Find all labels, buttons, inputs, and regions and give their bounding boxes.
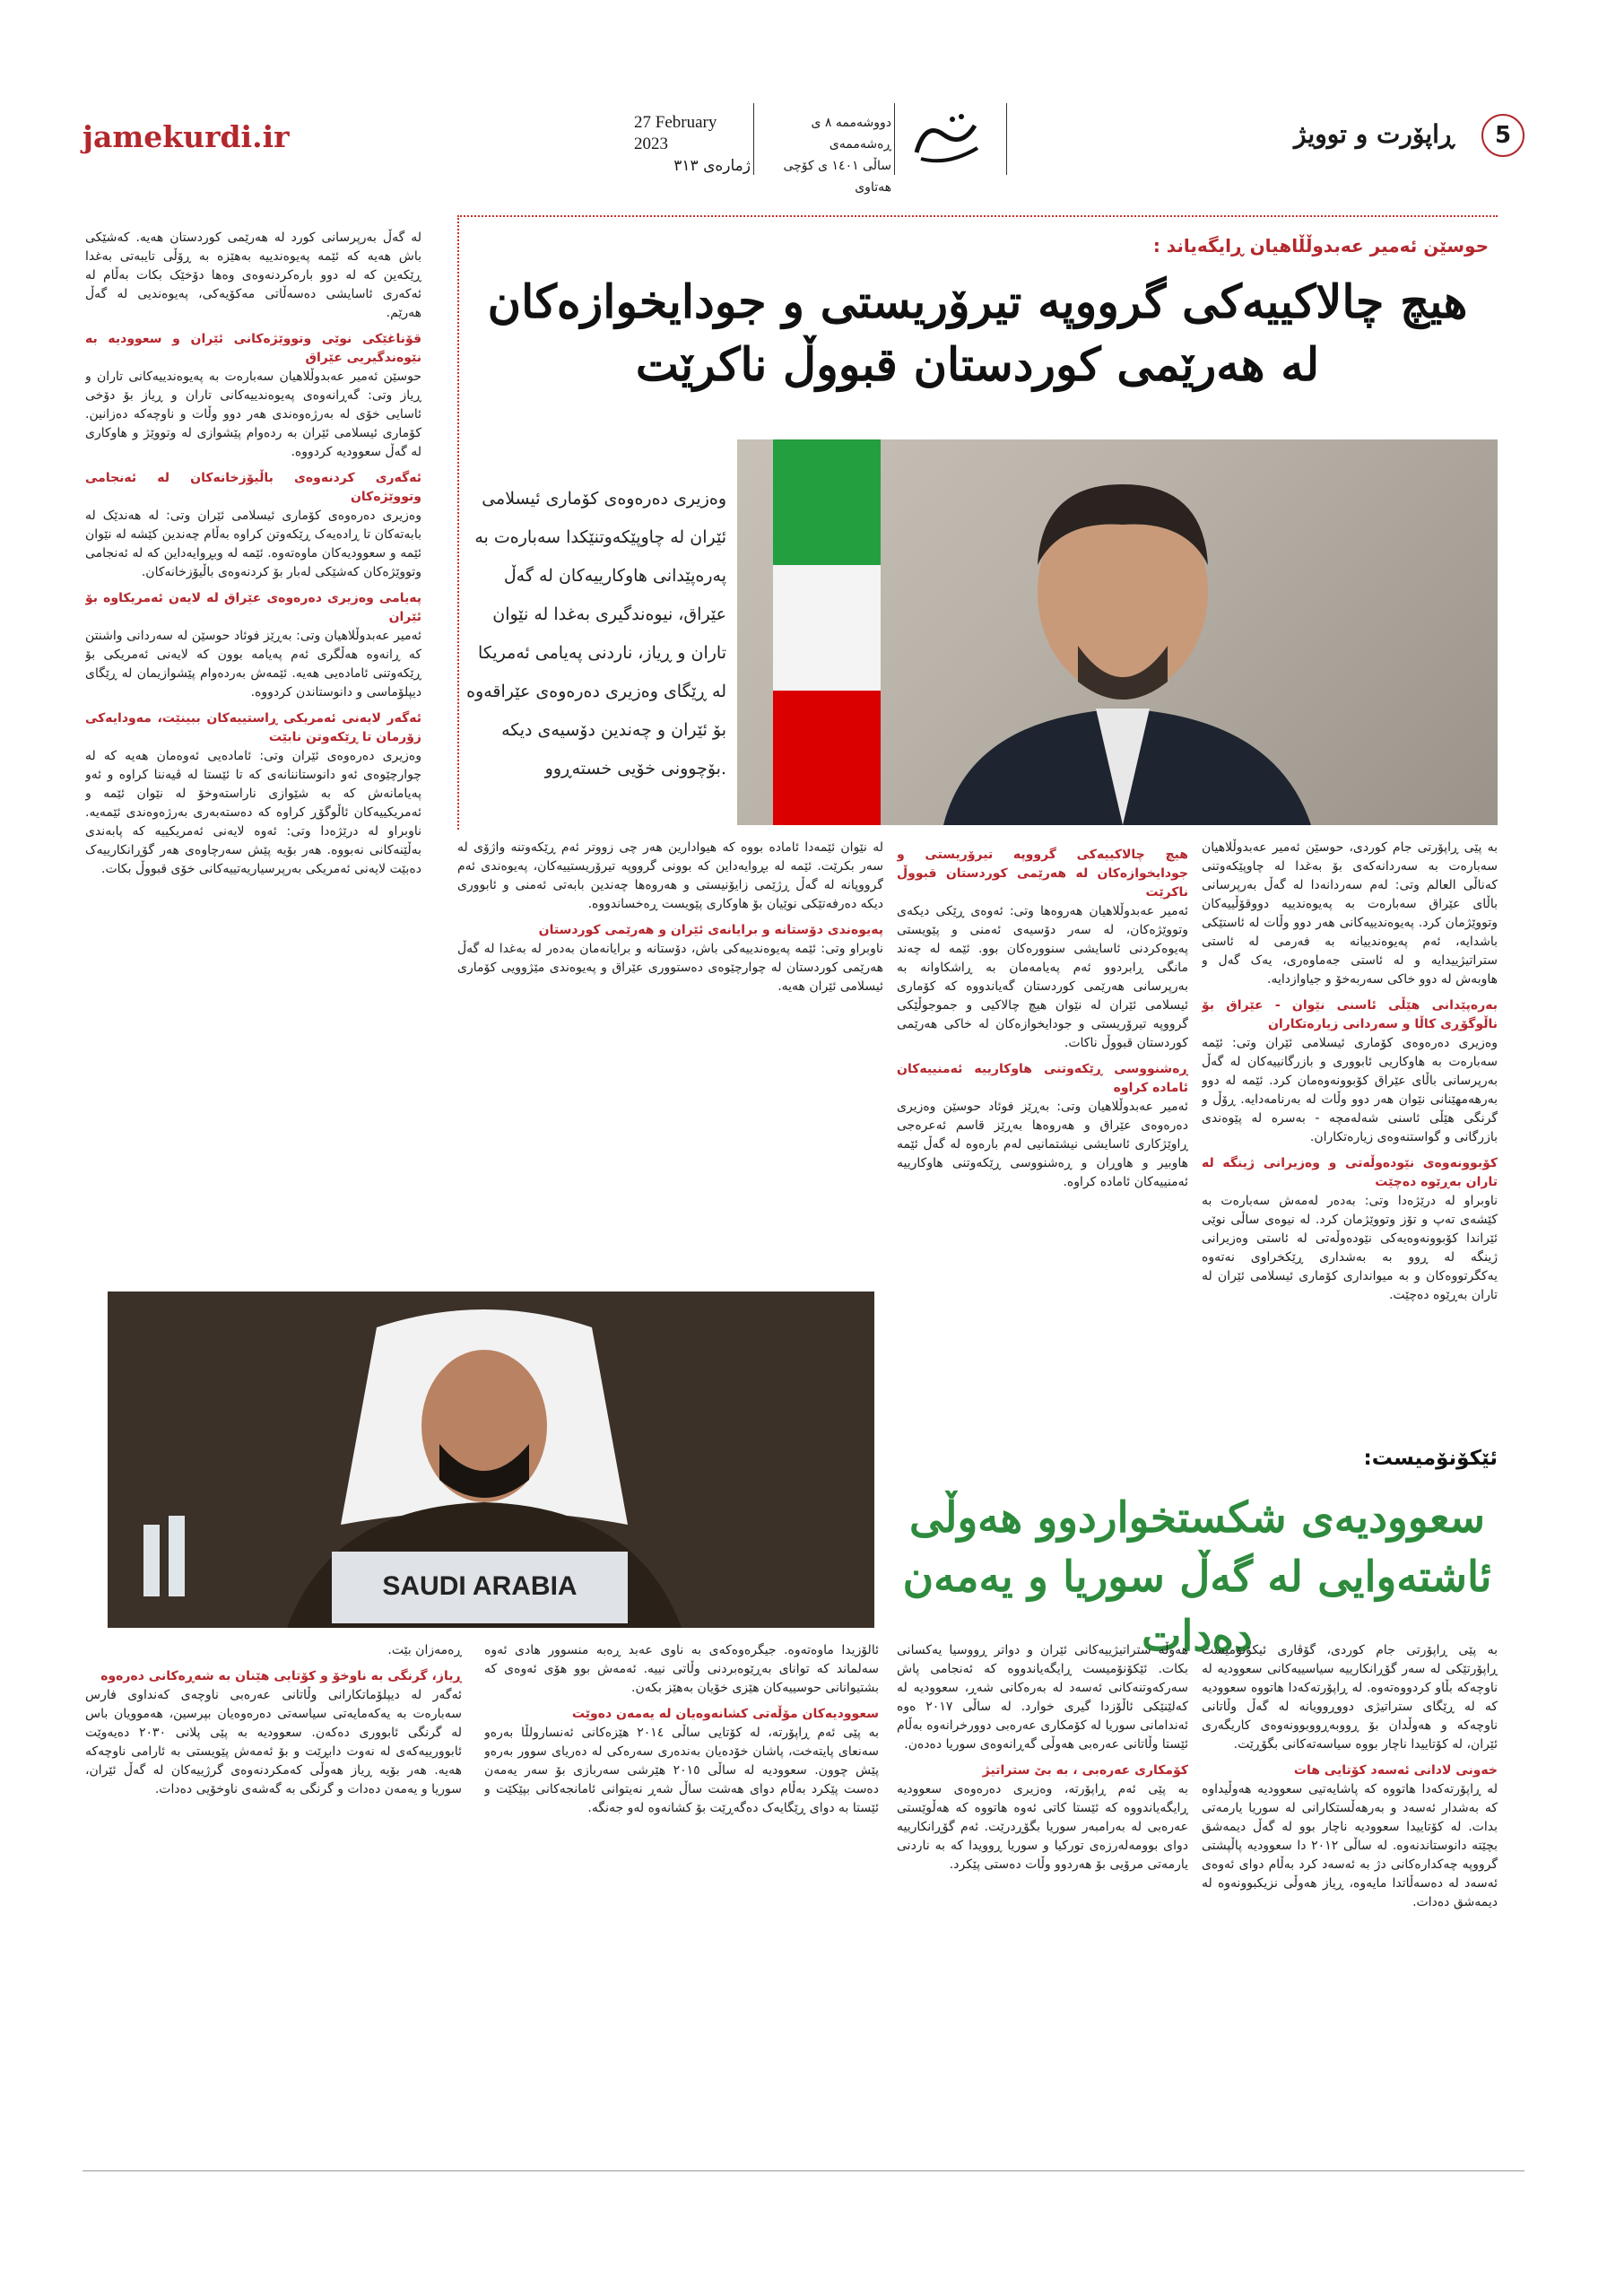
article-1-photo [737, 439, 1498, 825]
logo-icon [899, 103, 997, 175]
body-paragraph: لە ڕاپۆرتەکەدا هاتووە کە پاشایەتیی سعوودیە هەوڵیداوە کە بەشدار ئەسەد و بەرهەڵستکارانی لە سوریا یارمەتی بدات. لە کۆتاییدا سعوودیە ناچار بوو لە گەڵ دیمەشق بچێتە دانوستاندنەوە. لە ساڵی ٢٠١٢ دا سعوودیە پاڵپشتی گرووپە چەکدارەکانی دژ بە ئەسەد کرد بەڵام دوای ئەوەی ئەسەد لە دەسەڵاتدا مایەوە، ڕیاز هەوڵی نزیکبوونەوە لە دیمەشق دەدات. [1202, 1782, 1498, 1909]
body-paragraph: بە پێی ڕاپۆرتی جام کوردی، گۆڤاری ئیکۆنۆمیست ڕاپۆرتێکی لە سەر گۆڕانکارییە سیاسییەکانی سعوودیە لە ناوچەکە بڵاو کردووەتەوە. لە ڕاپۆرتەکەدا هاتووە سعوودیە کە لە ڕێگای ستراتیژی دووڕوویانە لە گەڵ وڵاتانی ناوچەکە و هەوڵدان بۆ ڕووبەڕووبوونەوەی کاریگەری ئێران، لە کۆتاییدا ناچار بووە سیاسەتەکانی بگۆڕێت. [1202, 1643, 1498, 1752]
article-1-pullquote: وەزیری دەرەوەی کۆماری ئیسلامی ئێران لە چاوپێکەوتنێکدا سەبارەت بە پەرەپێدانی هاوکارییەکان لە گەڵ عێراق، نیوەندگیری بەغدا لە نێوان تاران و ڕیاز، ناردنی پەیامی ئەمریکا لە ڕێگای وەزیری دەرەوەی عێراقەوە بۆ ئێران و چەندین دۆسیەی دیکە بۆچوونی خۆیی خستەڕوو. [466, 489, 726, 778]
body-paragraph: ئەگەر لە دیپلۆماتکارانی وڵاتانی عەرەبی ناوچەی کەنداوی فارس سەبارەت بە یەکەمایەتی سیاسەتی دەرەوەیان بپرسین، هەموویان باس لە گرنگی ئابووری دەکەن. سعوودیە بە پێی پلانی ٢٠٣٠ دەیەوێت ئابوورییەکەی لە نەوت دابڕێت و بۆ ئەمەش پێویستی بە ئارامی ناوچەکە هەیە. هەر بۆیە ڕیاز هەوڵی کەمکردنەوەی گرژییەکان لە گەڵ ئێران، سوریا و یەمەن دەدات و گرنگی بە گەشەی ناوخۆیی دەدات. [85, 1688, 462, 1796]
sidebar-paragraph: حوسێن ئەمیر عەبدوڵلاهیان سەبارەت بە پەیوەندییەکانی تاران و ڕیاز وتی: گەڕانەوەی پەیوەندییەکانی تاران و ڕیاز بۆ دۆخی ئاسایی خۆی لە بەرژەوەندی هەر دوو وڵات و ناوچەکە دەزانین. کۆماری ئیسلامی ئێران بە ردەوام پێشوازی لە وتووێژ و هاوکاری لە گەڵ سعوودیە کردووە. [85, 370, 421, 459]
body-paragraph: بە پێی ئەم ڕاپۆرتە، وەزیری دەرەوەی سعوودیە ڕایگەیاندووە کە ئێستا کاتی ئەوە هاتووە کە هەڵوێستی عەرەبی لە بەرامبەر سوریا بگۆڕدرێت. ئەم گۆڕانکارییە دوای بوومەلەرزەی تورکیا و سوریا ڕوویدا کە بە ناردنی یارمەتی مرۆیی بۆ هەردوو وڵات دەستی پێکرد. [897, 1782, 1188, 1872]
header-divider [1006, 103, 1007, 175]
date-english: 27 February 2023 [634, 113, 717, 153]
body-paragraph: لە نێوان ئێمەدا ئامادە بووە کە هیوادارین هەر چی زووتر ئەم ڕێکەوتنە واژۆی لە سەر بکرێت. ئێمە لە بڕوایەداین کە بوونی گرووپە تیرۆریستییەکان، پەیوەندی ئەم گرووپانە لە گەڵ ڕژێمی زایۆنیستی و هەروەها چەندین بابەتی ئەمنی و ئابووری دیکە دەرفەتێکی نوێیان بۆ هاوکاری پێویست ڕەخساندووە. [457, 840, 883, 911]
article-2-kicker: ئێکۆنۆمیست: [1363, 1447, 1498, 1470]
sidebar-intro: لە گەڵ بەرپرسانی کورد لە هەرێمی کوردستان هەیە. کەشێکی باش هەیە کە ئێمە پەیوەندییە بەهێزە بە ڕۆڵی تایبەتی بەغدا ڕێکەین کە لە دوو بارەکردنەوەی وەها دۆخێک بکات بەڵام لە ئەکەری ئاسایشی دەسەڵاتی مەکۆیەکی، پەیوەندیی لە گەڵ هەرێم. [85, 230, 421, 320]
article-1-column-1 [1202, 839, 1498, 1341]
body-paragraph: ئەمیر عەبدوڵلاهیان وتی: بەڕێز فوئاد حوسێن وەزیری دەرەوەی عێراق و هەروەها بەڕێز قاسم ئەعرەجی ڕاوێژکاری ئاسایشی نیشتمانیی لەم بارەوە لە گەڵ ئێمە هاوبیر و هاوڕان و ڕەشنووسی ڕێکەوتنی هاوکارییە ئەمنییەکان ئامادە کراوە. [897, 1100, 1188, 1189]
issue-weekday: دووشەممە ٨ ی ڕەشەممەی [811, 116, 891, 152]
article-2-column-2 [897, 1641, 1188, 2144]
body-paragraph: ئالۆزیدا ماوەتەوە. جیگرەوەکەی بە ناوی عەبد ڕەبە منسوور هادی ئەوە سەلماند کە توانای بەڕێوەبردنی وڵاتی نییە. ئەمەش بوو هۆی ئەوەی کە بشتیوانانی حوسییەکان هێزی خۆیان بەهێز بکەن. [484, 1643, 879, 1695]
subheading: سعوودیەکان مۆڵەتی کشانەوەیان لە یەمەن دەوێت [571, 1707, 879, 1721]
article-2-column-4 [85, 1641, 462, 2144]
subheading: کۆمکاری عەرەبی ، بە بێ ستراتیژ [982, 1763, 1188, 1778]
issue-info [757, 112, 891, 198]
issue-date [634, 112, 751, 177]
issue-year: ساڵی ١٤٠١ ی کۆچی هەتاوی [783, 159, 891, 195]
body-paragraph: ناوبراو وتی: ئێمە پەیوەندییەکی باش، دۆستانە و برایانەمان بەدەر لە بەغدا لە گەڵ هەرێمی کوردستان لە چوارچێوەی دەستووری عێراق و پەیوەندی مێژوویی کۆماری ئیسلامی ئێران هەیە. [457, 942, 883, 994]
newspaper-logo [899, 103, 997, 175]
sidebar-subheading: ئەگەری کردنەوەی باڵیۆزخانەکان لە ئەنجامی وتووێژەکان [85, 471, 421, 504]
issue-number: ژمارەی ٣١٣ [673, 157, 751, 175]
subheading: ڕەشنووسی ڕێکەوتنی هاوکارییە ئەمنییەکان ئامادە کراوە [897, 1062, 1188, 1095]
site-url[interactable]: jamekurdi.ir [83, 119, 290, 154]
subheading: هیچ چالاکییەکی گرووپە تیرۆریستی و جودایخوازەکان لە هەرێمی کوردستان قبووڵ ناکرێت [897, 848, 1188, 900]
page-header [83, 103, 1524, 195]
nameplate-label: SAUDI ARABIA [382, 1571, 578, 1601]
sidebar-subheading: قۆناغێکی نوێی وتووێژەکانی ئێران و سعوودیە بە نێوەندگیریی عێراق [85, 332, 421, 365]
subheading: کۆبوونەوەی نێودەوڵەتی و وەزیرانی ژینگە لە تاران بەڕێوە دەچێت [1202, 1156, 1498, 1189]
sidebar-paragraph: وەزیری دەرەوەی ئێران وتی: ئامادەیی ئەوەمان هەیە کە لە چوارچێوەی ئەو دانوستاننانەی کە تا ئێستا لە ڤیەننا کراوە و ئەو پەیامانەش کە بە شێوازی ناراستەوخۆ لە نێوان ئێمە و ئەمریکییەکان ئاڵوگۆڕ کراوە کە دەستەبەری بەرژەوەندی ئێمەیە. ناوبراو لە درێژەدا وتی: ئەوە لایەنی ئەمریکییە کە پابەندی بەڵێنەکانی نەبووە. هەر بۆیە پێش سەرچاوەی هەر گۆڕانکارییەک دەبێت لایەنی ئەمریکی بەرپرسیاریەتییەکانی خۆی قبووڵ بکات. [85, 749, 421, 876]
body-paragraph: بە پێی ئەم ڕاپۆرتە، لە کۆتایی ساڵی ٢٠١٤ هێزەکانی ئەنسارولڵا بەرەو سەنعای پایتەخت، پاشان خۆدەیان بەندەری سەرەکی لە دەریای سوور بەرەو پێش چوون. سعوودیە لە ساڵی ٢٠١٥ هێرشی سەربازی بۆ سەر یەمەن دەست پێکرد بەڵام دوای هەشت ساڵ شەڕ نەیتوانی ئامانجەکانی بپێکێت و ئێستا بە دوای ڕێگایەک دەگەڕێت بۆ کشانەوە لەو جەنگە. [484, 1726, 879, 1815]
article-1-column-2 [897, 839, 1188, 1341]
page-bottom-rule [83, 2170, 1524, 2171]
person-photo-icon [737, 439, 1498, 825]
article-1-kicker: حوسێن ئەمیر عەبدوڵڵاهیان ڕایگەیاند : [1152, 235, 1489, 257]
body-paragraph: ناوبراو لە درێژەدا وتی: بەدەر لەمەش سەبارەت بە کێشەی تەپ و تۆز وتووێژمان کرد. لە نیوەی ساڵی نوێی ئێراندا کۆبوونەوەیەکی نێودەوڵەتی لە ئاستی وەزیرانی ژینگە لە ڕوو بە بەشداری ڕێکخراوی نەتەوە یەکگرتووەکان و بە میوانداری کۆماری ئیسلامی ئێران لە تاران بەڕێوە دەچێت. [1202, 1194, 1498, 1302]
article-2-column-1 [1202, 1641, 1498, 2144]
section-title: ڕاپۆرت و توویژ [1293, 119, 1455, 149]
body-paragraph: ڕەمەزان بێت. [387, 1643, 462, 1657]
body-paragraph: بە پێی ڕاپۆرتی جام کوردی، حوسێن ئەمیر عەبدوڵلاهیان سەبارەت بە سەردانەکەی بۆ بەغدا لە چاوپێکەوتنی کەناڵی العالم وتی: لەم سەردانەدا لە گەڵ بەرپرسانی باڵای عێراق سەبارەت بە پەیوەندییە دووقۆڵییەکان وتووێژمان کرد. پەیوەندییەکانی هەر دوو وڵات لە ئاستێکی باشدایە، ئەم پەیوەندییانە بە فەرمی لە ئاستی ستراتیژییدایە و لە ئاستی جەماوەری، یەک گەل و هاوبەش لە دوو خاکی سەربەخۆ و جیاوازدایە. [1202, 840, 1498, 987]
header-divider [753, 103, 754, 175]
sidebar-subheading: پەیامی وەزیری دەرەوەی عێراق لە لایەن ئەمریکاوە بۆ ئێران [85, 591, 421, 624]
sidebar-paragraph: وەزیری دەرەوەی کۆماری ئیسلامی ئێران وتی: لە هەندێک لە بابەتەکان تا ڕادەیەک ڕێکەوتن کراوە بەڵام چەندین کێشە لە نێوان ئێمە و سعوودیەکان ماوەتەوە. ئێمە لە وبڕوایەداین کە لە ئەنجامی وتووێژەکان کەشێکی لەبار بۆ کردنەوەی باڵیۆزخانەکان. [85, 509, 421, 579]
body-paragraph: وەزیری دەرەوەی کۆماری ئیسلامی ئێران وتی: ئێمە سەبارەت بە هاوکاریی ئابووری و بازرگانییەکان لە گەڵ بەرپرسانی باڵای عێراق کۆبوونەوەمان کرد. ئێمە لە دوو بەرهەمهێنانی نێوان هەر دوو وڵات لە بەرنامەدایە. ڕۆڵ و گرنگی هێڵی ئاسنی شەلەمچە - بەسرە لە پێوەندی بازرگانی و گواستنەوەی زیارەتکاران. [1202, 1036, 1498, 1144]
subheading: پەیوەندی دۆستانە و برایانەی ئێران و هەرێمی کوردستان [538, 923, 883, 937]
subheading: خەونی لادانی ئەسەد کۆتایی هات [1293, 1763, 1498, 1778]
article-2-headline: سعوودیەی شکستخواردوو هەوڵی ئاشتەوایی لە گەڵ سوریا و یەمەن دەدات [902, 1493, 1492, 1661]
article-2-column-3 [484, 1641, 879, 2144]
sidebar-subheading: ئەگەر لایەنی ئەمریکی ڕاستییەکان ببینێت، مەودایەکی زۆرمان تا ڕێکەوتن نابێت [85, 711, 421, 744]
page-number: 5 [1481, 114, 1524, 157]
subheading: ڕیاز، گرنگی بە ناوخۆ و کۆتایی هێنان بە شەڕەکانی دەرەوە [100, 1669, 462, 1683]
header-divider [894, 103, 895, 175]
article-1-headline: هیچ چالاکییەکی گرووپە تیرۆریستی و جودایخوازەکان لە هەرێمی کوردستان قبووڵ ناکرێت [487, 275, 1468, 392]
body-paragraph: هەوڵە ستراتیژییەکانی ئێران و دواتر ڕووسیا یەکسانی بکات. ئێکۆنۆمیست ڕایگەیاندووە کە ئەنجامی پاش سەرکەوتنەکانی ئەسەد لە بەرەکانی شەڕ، سعوودیە لە کەلێنێکی ئاڵۆزدا گیری خوارد. لە ساڵی ٢٠١٧ ەوە ئەندامانی سوریا لە کۆمکاری عەرەبی دوورخرانەوە بەڵام ئێستا وڵاتانی عەرەبی هەوڵی گەڕانەوەی سوریا دەدەن. [897, 1643, 1188, 1752]
body-paragraph: ئەمیر عەبدوڵلاهیان هەروەها وتی: ئەوەی ڕێکی دیکەی وتووێژەکان، لە سەر دۆسیەی ئەمنی و پێویستی پەیوەکردنی ئاسایشی سنوورەکان بوو. ئێمە لە چەند مانگی ڕابردوو ئەم پەیامەمان بە ڕاشکاوانە بە بەرپرسانی هەرێمی کوردستان گەیاندووە کە کۆماری ئیسلامی ئێران لە نێوان هیچ چالاکیی و جموجوڵێکی گرووپە تیرۆریستی و جودایخوازەکان لە خاکی هەرێمی کوردستان قبووڵ ناکات. [897, 904, 1188, 1050]
sidebar-paragraph: ئەمیر عەبدوڵلاهیان وتی: بەڕێز فوئاد حوسێن لە سەردانی واشنتن کە ڕانەوە هەڵگری ئەم پەیامە بوون کە لایەنی ئەمریکی بۆ ڕێکەوتنی ئامادەیی هەیە. ئێمەش بەردەوام پێشوازیمان لە ڕێگای دیپلۆماسی و دانوستاندن کردووە. [85, 629, 421, 700]
article-2-photo [108, 1292, 874, 1628]
subheading: بەرەپێدانی هێڵی ئاسنی نێوان - عێراق بۆ ناڵوگۆڕی کاڵا و سەردانی زیارەتکاران [1202, 998, 1498, 1031]
article-1-column-3 [457, 839, 883, 1278]
